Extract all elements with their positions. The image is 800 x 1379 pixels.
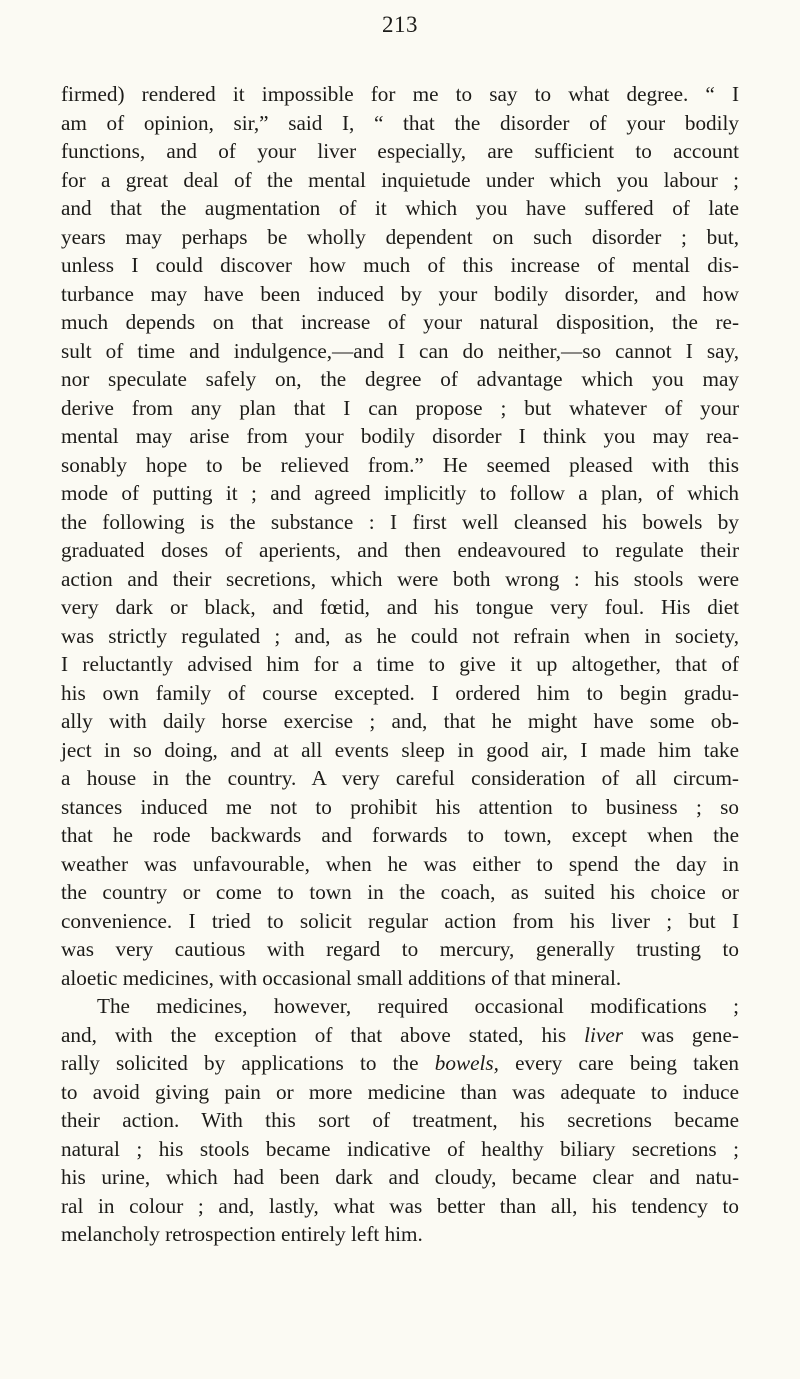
text-run: rally solicited by applications to the (61, 1051, 435, 1075)
text-line (61, 1049, 739, 1078)
text-line: mental may arise from your bodily disorder I think you may rea- (61, 424, 739, 448)
text-line: that he rode backwards and forwards to town, except when the (61, 823, 739, 847)
text-line: am of opinion, sir,” said I, “ that the disorder of your bodily (61, 110, 739, 135)
text-line: and that the augmentation of it which you have suffered of late (61, 196, 739, 220)
body-text (61, 80, 739, 1249)
text-line: weather was unfavourable, when he was either to spend the day in (61, 851, 739, 876)
text-line: was very cautious with regard to mercury, generally trusting to (61, 937, 739, 961)
text-line: unless I could discover how much of this increase of mental dis- (61, 253, 739, 277)
text-line: was strictly regulated ; and, as he could not refrain when in society, (61, 623, 739, 648)
text-line: sult of time and indulgence,—and I can do neither,—so cannot I say, (61, 338, 739, 363)
italic-term-liver: liver (584, 1022, 623, 1047)
text-line: graduated doses of aperients, and then endeavoured to regulate their (61, 538, 739, 562)
text-line: to avoid giving pain or more medicine than was adequate to induce (61, 1079, 739, 1104)
text-line: his urine, which had been dark and cloudy, became clear and natu- (61, 1165, 739, 1189)
text-line: stances induced me not to prohibit his attention to business ; so (61, 794, 739, 819)
text-run: every care being taken (498, 1051, 740, 1075)
text-line: natural ; his stools became indicative of healthy biliary secretions ; (61, 1136, 739, 1161)
text-line: the country or come to town in the coach, as suited his choice or (61, 880, 739, 904)
text-line: very dark or black, and fœtid, and his tongue very foul. His diet (61, 595, 739, 619)
text-line: mode of putting it ; and agreed implicitly to follow a plan, of which (61, 481, 739, 505)
text-line: ral in colour ; and, lastly, what was better than all, his tendency to (61, 1193, 739, 1218)
text-line: much depends on that increase of your natural disposition, the re- (61, 310, 739, 334)
page-number: 213 (382, 12, 418, 37)
text-line: ject in so doing, and at all events sleep in good air, I made him take (61, 737, 739, 762)
text-line: firmed) rendered it impossible for me to say to what degree. “ I (61, 82, 739, 106)
text-line: nor speculate safely on, the degree of advantage which you may (61, 367, 739, 391)
text-line: I reluctantly advised him for a time to give it up altogether, that of (61, 652, 739, 676)
text-line: turbance may have been induced by your bodily disorder, and how (61, 281, 739, 306)
text-line: for a great deal of the mental inquietude under which you labour ; (61, 167, 739, 192)
text-line: convenience. I tried to solicit regular action from his liver ; but I (61, 908, 739, 933)
text-line: action and their secretions, which were both wrong : his stools were (61, 566, 739, 591)
text-run: and, with the exception of that above stated, his (61, 1022, 585, 1047)
text-line: functions, and of your liver especially, are sufficient to account (61, 139, 739, 163)
text-line: sonably hope to be relieved from.” He seemed pleased with this (61, 452, 739, 477)
text-run: was gene- (623, 1022, 739, 1047)
text-line: their action. With this sort of treatment, his secretions became (61, 1108, 739, 1132)
text-line: his own family of course excepted. I ordered him to begin gradu- (61, 680, 739, 705)
text-line (61, 1021, 739, 1050)
italic-term-bowels: bowels, (434, 1051, 499, 1075)
text-line: years may perhaps be wholly dependent on such disorder ; but, (61, 224, 739, 249)
text-line: melancholy retrospection entirely left him. (61, 1222, 423, 1246)
text-line: derive from any plan that I can propose ; but whatever of your (61, 395, 739, 420)
paragraph-start-line: The medicines, however, required occasional modifications ; (97, 994, 739, 1018)
text-line: aloetic medicines, with occasional small additions of that mineral. (61, 965, 622, 990)
text-line: a house in the country. A very careful consideration of all circum- (61, 766, 739, 790)
text-line: the following is the substance : I first well cleansed his bowels by (61, 509, 739, 534)
text-line: ally with daily horse exercise ; and, that he might have some ob- (61, 709, 739, 733)
